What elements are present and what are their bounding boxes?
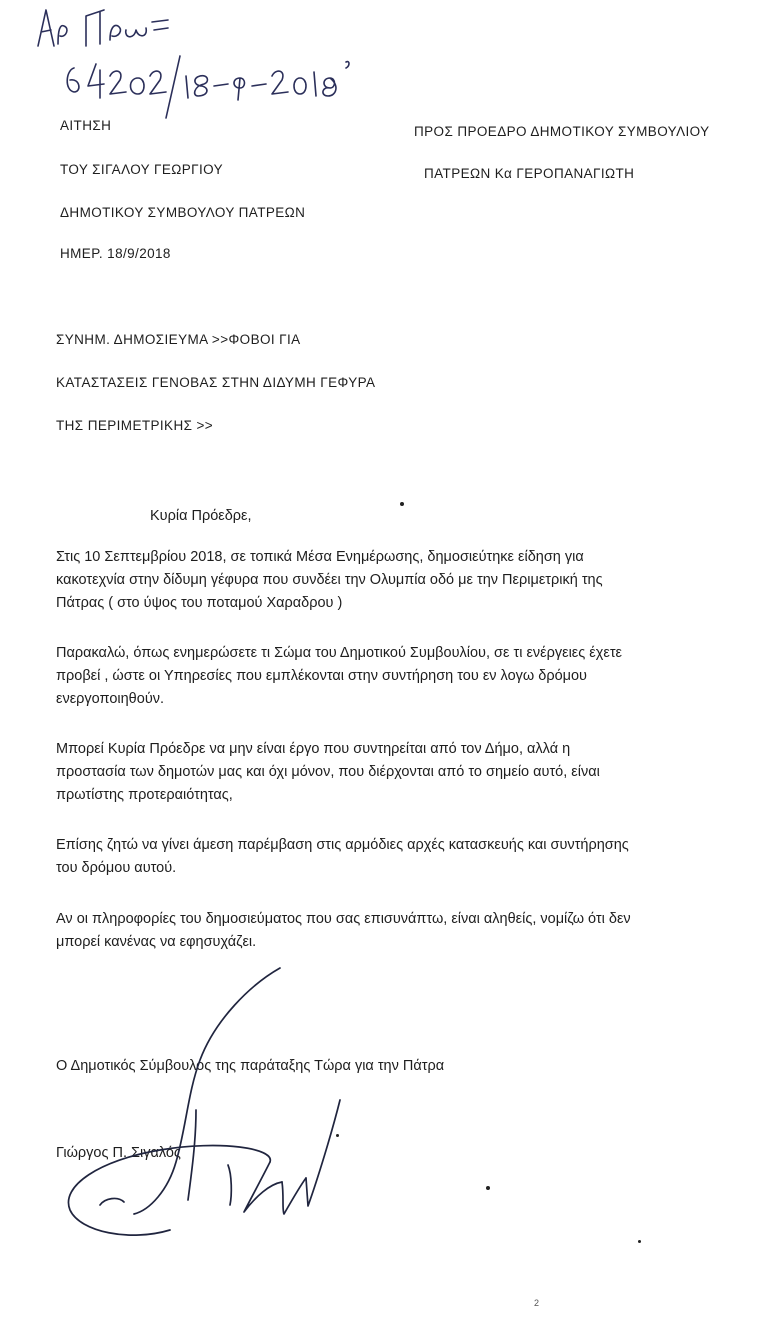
paragraph-line: Επίσης ζητώ να γίνει άμεση παρέμβαση στις αρμόδιες αρχές κατασκευής και συντήρησης xyxy=(56,837,629,853)
speck xyxy=(486,1186,490,1190)
paragraph-line: Πάτρας ( στο ύψος του ποταμού Χαραδρου ) xyxy=(56,595,343,611)
sender-name: ΤΟΥ ΣΙΓΑΛΟΥ ΓΕΩΡΓΙΟΥ xyxy=(60,162,223,177)
paragraph-line: προστασία των δημοτών μας και όχι μόνον, που διέρχονται από το σημείο αυτό, είναι xyxy=(56,764,600,780)
paragraph-line: Παρακαλώ, όπως ενημερώσετε τι Σώμα του Δημοτικού Συμβουλίου, σε τι ενέργειες έχετε xyxy=(56,645,623,661)
recipient-line-1: ΠΡΟΣ ΠΡΟΕΔΡΟ ΔΗΜΟΤΙΚΟΥ ΣΥΜΒΟΥΛΙΟΥ xyxy=(414,124,710,139)
attachment-line-3: ΤΗΣ ΠΕΡΙΜΕΤΡΙΚΗΣ >> xyxy=(56,418,214,433)
paragraph-4 xyxy=(56,834,756,880)
attachment-line-1: ΣΥΝΗΜ. ΔΗΜΟΣΙΕΥΜΑ >>ΦΟΒΟΙ ΓΙΑ xyxy=(56,332,301,347)
paragraph-line: μπορεί κανένας να εφησυχάζει. xyxy=(56,934,257,950)
sender-role: ΔΗΜΟΤΙΚΟΥ ΣΥΜΒΟΥΛΟΥ ΠΑΤΡΕΩΝ xyxy=(60,205,306,220)
paragraph-line: προβεί , ώστε οι Υπηρεσίες που εμπλέκονται στην συντήρηση του εν λογω δρόμου xyxy=(56,668,587,684)
paragraph-line: Στις 10 Σεπτεμβρίου 2018, σε τοπικά Μέσα Ενημέρωσης, δημοσιεύτηκε είδηση για xyxy=(56,549,584,565)
speck xyxy=(400,502,404,506)
paragraph-line: κακοτεχνία στην δίδυμη γέφυρα που συνδέει την Ολυμπία οδό με την Περιμετρική της xyxy=(56,572,603,588)
paragraph-line: ενεργοποιηθούν. xyxy=(56,691,165,707)
paragraph-line: Αν οι πληροφορίες του δημοσιεύματος που σας επισυνάπτω, είναι αληθείς, νομίζω ότι δεν xyxy=(56,911,631,927)
speck xyxy=(638,1240,641,1243)
paragraph-3 xyxy=(56,738,756,807)
paragraph-2 xyxy=(56,642,756,711)
sender-date: ΗΜΕΡ. 18/9/2018 xyxy=(60,246,171,261)
closing-name: Γιώργος Π. Σιγαλός xyxy=(56,1145,181,1161)
paragraph-line: του δρόμου αυτού. xyxy=(56,860,177,876)
salutation: Κυρία Πρόεδρε, xyxy=(150,508,252,524)
speck xyxy=(336,1134,339,1137)
paragraph-line: πρωτίστης προτεραιότητας, xyxy=(56,787,233,803)
closing-role: Ο Δημοτικός Σύμβουλος της παράταξης Τώρα για την Πάτρα xyxy=(56,1058,445,1074)
paragraph-1 xyxy=(56,546,756,615)
page-number: 2 xyxy=(534,1298,540,1308)
recipient-line-2: ΠΑΤΡΕΩΝ Κα ΓΕΡΟΠΑΝΑΓΙΩΤΗ xyxy=(424,166,635,181)
paragraph-5 xyxy=(56,908,756,954)
paragraph-line: Μπορεί Κυρία Πρόεδρε να μην είναι έργο που συντηρείται από τον Δήμο, αλλά η xyxy=(56,741,571,757)
request-title: ΑΙΤΗΣΗ xyxy=(60,118,112,133)
handwritten-registry-stamp xyxy=(0,0,360,130)
attachment-line-2: ΚΑΤΑΣΤΑΣΕΙΣ ΓΕΝΟΒΑΣ ΣΤΗΝ ΔΙΔΥΜΗ ΓΕΦΥΡΑ xyxy=(56,375,376,390)
